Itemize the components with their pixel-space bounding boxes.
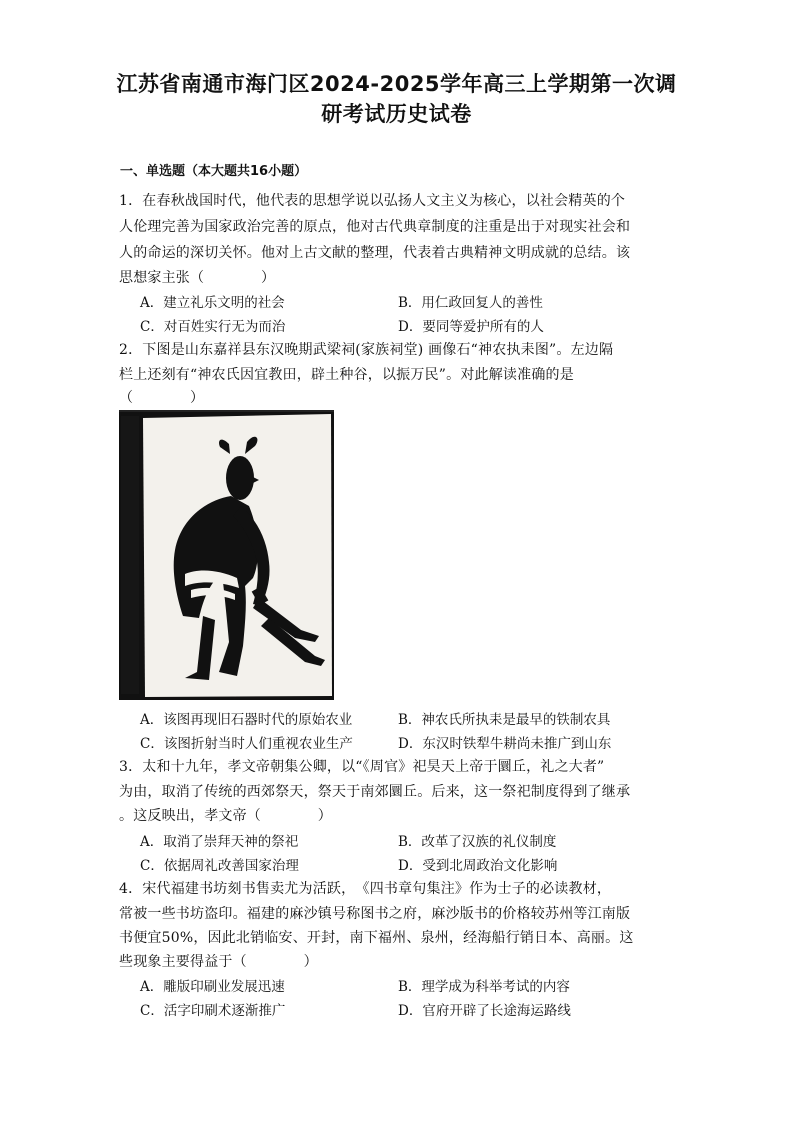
question-2-line-3: （ ） [119,390,205,406]
question-1-option-c: C．对百姓实行无为而治 [140,319,286,335]
question-3-option-c: C．依据周礼改善国家治理 [140,858,299,874]
question-2-line-2: 栏上还刻有“神农氏因宜教田，辟土种谷，以振万民”。对此解读准确的是 [119,367,574,383]
question-2-option-b: B．神农氏所执耒是最早的铁制农具 [398,712,611,728]
question-2-option-c: C．该图折射当时人们重视农业生产 [140,736,353,752]
question-3-option-a: A．取消了崇拜天神的祭祀 [140,834,299,850]
section-heading: 一、单选题（本大题共16小题） [120,164,308,179]
question-4-line-4: 些现象主要得益于（ ） [119,954,318,970]
question-4-line-3: 书便宜50%，因此北销临安、开封，南下福州、泉州，经海船行销日本、高丽。这 [119,930,634,946]
question-3-option-d: D．受到北周政治文化影响 [398,858,558,874]
question-3-line-3: 。这反映出，孝文帝（ ） [119,808,332,824]
question-3-line-2: 为由，取消了传统的西郊祭天，祭天于南郊圜丘。后来，这一祭祀制度得到了继承 [119,784,631,800]
question-1-line-1: 1．在春秋战国时代，他代表的思想学说以弘扬人文主义为核心，以社会精英的个 [119,193,626,209]
question-2-option-d: D．东汉时铁犁牛耕尚未推广到山东 [398,736,612,752]
question-1-option-b: B．用仁政回复人的善性 [398,295,543,311]
page-title-line-1: 江苏省南通市海门区2024-2025学年高三上学期第一次调 [116,72,677,96]
question-1-option-d: D．要同等爱护所有的人 [398,319,544,335]
question-2-option-a: A．该图再现旧石器时代的原始农业 [140,712,353,728]
shennong-plow-image [119,410,334,700]
question-4-option-d: D．官府开辟了长途海运路线 [398,1003,571,1019]
question-4-option-b: B．理学成为科举考试的内容 [398,979,570,995]
question-4-option-c: C．活字印刷术逐渐推广 [140,1003,286,1019]
question-1-line-2: 人伦理完善为国家政治完善的原点，他对古代典章制度的注重是出于对现实社会和 [119,219,631,235]
question-3-line-1: 3．太和十九年，孝文帝朝集公卿，以“《周官》祀昊天上帝于圜丘，礼之大者” [119,759,605,775]
question-3-option-b: B．改革了汉族的礼仪制度 [398,834,557,850]
question-4-line-1: 4．宋代福建书坊刻书售卖尤为活跃， 《四书章句集注》作为士子的必读教材， [119,881,612,897]
question-1-option-a: A．建立礼乐文明的社会 [140,295,285,311]
question-1-line-4: 思想家主张（ ） [119,270,276,286]
question-2-line-1: 2．下图是山东嘉祥县东汉晚期武梁祠(家族祠堂) 画像石“神农执耒图”。左边隔 [119,342,614,358]
page-title-line-2: 研考试历史试卷 [321,102,472,126]
question-4-line-2: 常被一些书坊盗印。福建的麻沙镇号称图书之府，麻沙版书的价格较苏州等江南版 [119,906,631,922]
question-4-option-a: A．雕版印刷业发展迅速 [140,979,285,995]
question-1-line-3: 人的命运的深切关怀。他对上古文献的整理，代表着古典精神文明成就的总结。该 [119,245,631,261]
